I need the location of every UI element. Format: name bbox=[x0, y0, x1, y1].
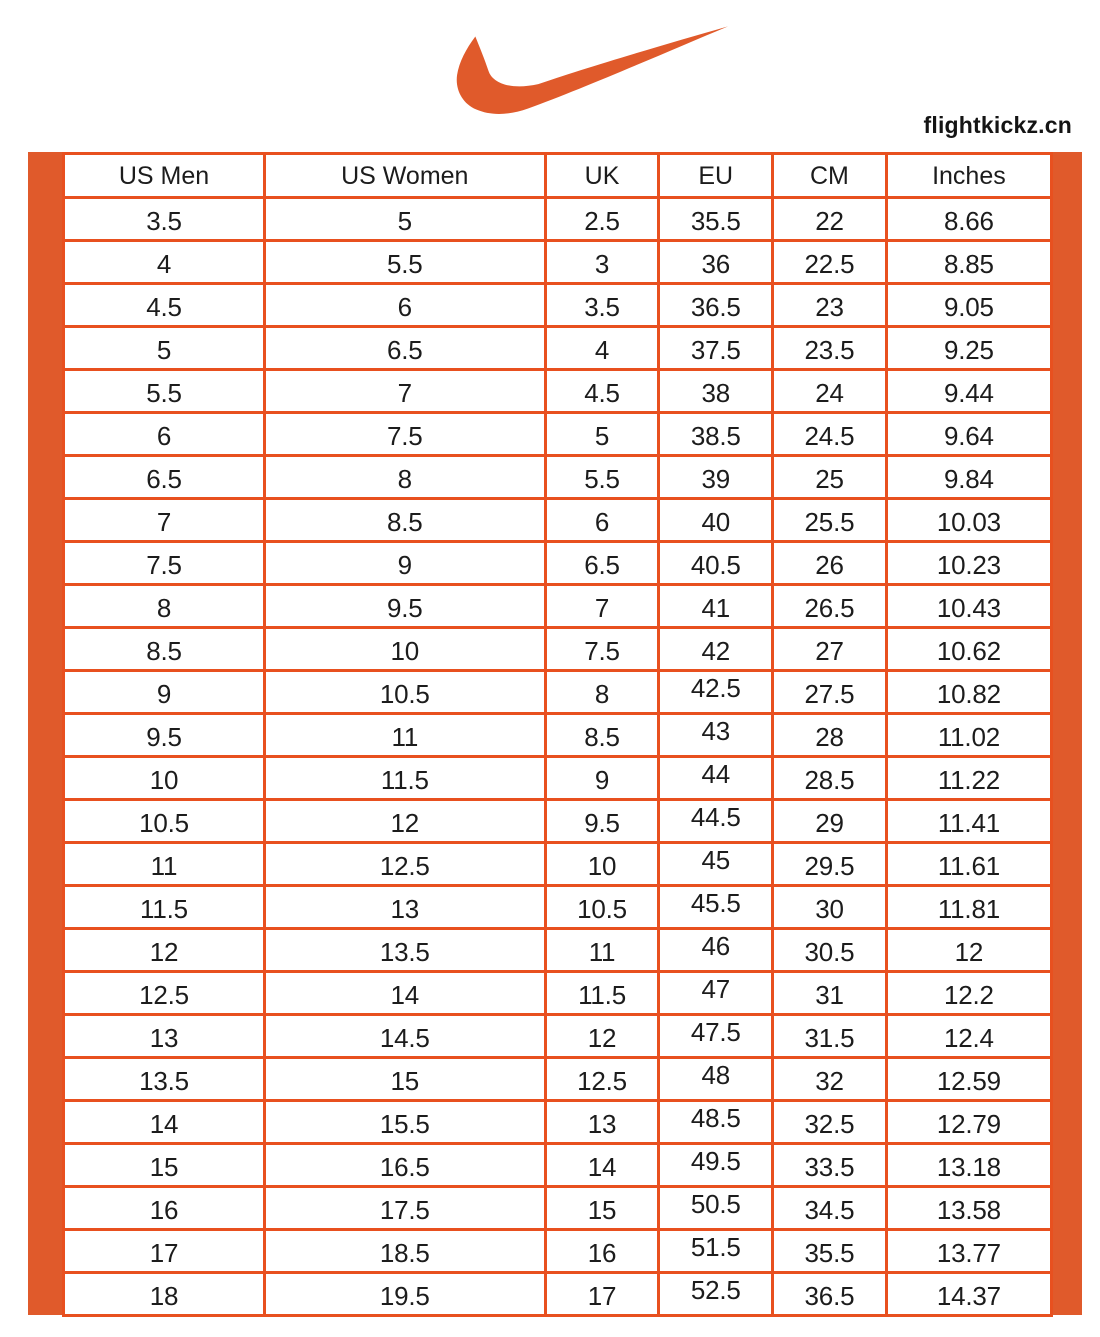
cell-us-women: 15.5 bbox=[264, 1101, 545, 1144]
cell-eu: 48.5 bbox=[659, 1101, 773, 1144]
cell-uk: 2.5 bbox=[545, 198, 659, 241]
cell-inches: 11.61 bbox=[886, 843, 1051, 886]
cell-us-men: 5.5 bbox=[64, 370, 265, 413]
cell-us-women: 10 bbox=[264, 628, 545, 671]
column-header-eu: EU bbox=[659, 154, 773, 198]
table-row bbox=[64, 198, 1052, 241]
cell-uk: 16 bbox=[545, 1230, 659, 1273]
cell-inches: 11.81 bbox=[886, 886, 1051, 929]
cell-uk: 10 bbox=[545, 843, 659, 886]
cell-inches: 12.2 bbox=[886, 972, 1051, 1015]
cell-us-men: 7.5 bbox=[64, 542, 265, 585]
cell-inches: 14.37 bbox=[886, 1273, 1051, 1316]
size-conversion-table bbox=[62, 152, 1053, 1317]
cell-inches: 13.18 bbox=[886, 1144, 1051, 1187]
left-accent-bar bbox=[28, 152, 62, 1315]
table-header bbox=[64, 154, 1052, 198]
cell-cm: 35.5 bbox=[773, 1230, 887, 1273]
cell-eu: 47 bbox=[659, 972, 773, 1015]
cell-us-men: 10.5 bbox=[64, 800, 265, 843]
cell-uk: 4.5 bbox=[545, 370, 659, 413]
cell-eu: 42.5 bbox=[659, 671, 773, 714]
cell-us-women: 14.5 bbox=[264, 1015, 545, 1058]
column-header-us-men: US Men bbox=[64, 154, 265, 198]
cell-eu: 38.5 bbox=[659, 413, 773, 456]
cell-inches: 9.44 bbox=[886, 370, 1051, 413]
cell-us-men: 13.5 bbox=[64, 1058, 265, 1101]
table-row bbox=[64, 499, 1052, 542]
cell-cm: 36.5 bbox=[773, 1273, 887, 1316]
table-row bbox=[64, 671, 1052, 714]
cell-us-men: 11.5 bbox=[64, 886, 265, 929]
cell-eu: 52.5 bbox=[659, 1273, 773, 1316]
cell-us-men: 4.5 bbox=[64, 284, 265, 327]
table-row bbox=[64, 843, 1052, 886]
cell-us-women: 17.5 bbox=[264, 1187, 545, 1230]
cell-eu: 39 bbox=[659, 456, 773, 499]
cell-uk: 6 bbox=[545, 499, 659, 542]
cell-us-women: 19.5 bbox=[264, 1273, 545, 1316]
cell-us-women: 7.5 bbox=[264, 413, 545, 456]
cell-inches: 13.77 bbox=[886, 1230, 1051, 1273]
table-row bbox=[64, 585, 1052, 628]
cell-uk: 4 bbox=[545, 327, 659, 370]
cell-cm: 24.5 bbox=[773, 413, 887, 456]
column-header-cm: CM bbox=[773, 154, 887, 198]
cell-uk: 8 bbox=[545, 671, 659, 714]
table-row bbox=[64, 1015, 1052, 1058]
cell-eu: 38 bbox=[659, 370, 773, 413]
cell-uk: 7.5 bbox=[545, 628, 659, 671]
table-row bbox=[64, 972, 1052, 1015]
cell-cm: 29 bbox=[773, 800, 887, 843]
cell-us-men: 4 bbox=[64, 241, 265, 284]
cell-inches: 9.84 bbox=[886, 456, 1051, 499]
cell-us-men: 6.5 bbox=[64, 456, 265, 499]
cell-us-women: 9.5 bbox=[264, 585, 545, 628]
cell-us-women: 12 bbox=[264, 800, 545, 843]
table-row bbox=[64, 1058, 1052, 1101]
cell-us-men: 15 bbox=[64, 1144, 265, 1187]
cell-uk: 3.5 bbox=[545, 284, 659, 327]
cell-us-men: 8 bbox=[64, 585, 265, 628]
cell-us-women: 15 bbox=[264, 1058, 545, 1101]
cell-cm: 24 bbox=[773, 370, 887, 413]
table-row bbox=[64, 456, 1052, 499]
cell-inches: 10.03 bbox=[886, 499, 1051, 542]
cell-uk: 12.5 bbox=[545, 1058, 659, 1101]
cell-uk: 5.5 bbox=[545, 456, 659, 499]
cell-us-women: 16.5 bbox=[264, 1144, 545, 1187]
cell-inches: 9.05 bbox=[886, 284, 1051, 327]
cell-cm: 27 bbox=[773, 628, 887, 671]
cell-us-men: 9 bbox=[64, 671, 265, 714]
cell-cm: 31.5 bbox=[773, 1015, 887, 1058]
cell-uk: 9.5 bbox=[545, 800, 659, 843]
cell-us-men: 16 bbox=[64, 1187, 265, 1230]
cell-eu: 43 bbox=[659, 714, 773, 757]
cell-uk: 3 bbox=[545, 241, 659, 284]
cell-uk: 12 bbox=[545, 1015, 659, 1058]
cell-uk: 10.5 bbox=[545, 886, 659, 929]
cell-uk: 15 bbox=[545, 1187, 659, 1230]
cell-cm: 26.5 bbox=[773, 585, 887, 628]
column-header-inches: Inches bbox=[886, 154, 1051, 198]
cell-us-women: 9 bbox=[264, 542, 545, 585]
cell-cm: 33.5 bbox=[773, 1144, 887, 1187]
cell-eu: 46 bbox=[659, 929, 773, 972]
table-row bbox=[64, 1187, 1052, 1230]
table-row bbox=[64, 1230, 1052, 1273]
cell-us-women: 5 bbox=[264, 198, 545, 241]
cell-cm: 31 bbox=[773, 972, 887, 1015]
table-row bbox=[64, 1101, 1052, 1144]
cell-inches: 12.59 bbox=[886, 1058, 1051, 1101]
cell-cm: 34.5 bbox=[773, 1187, 887, 1230]
cell-us-women: 13.5 bbox=[264, 929, 545, 972]
cell-eu: 51.5 bbox=[659, 1230, 773, 1273]
cell-us-men: 7 bbox=[64, 499, 265, 542]
cell-eu: 44 bbox=[659, 757, 773, 800]
cell-uk: 9 bbox=[545, 757, 659, 800]
cell-us-women: 8 bbox=[264, 456, 545, 499]
cell-uk: 13 bbox=[545, 1101, 659, 1144]
cell-cm: 27.5 bbox=[773, 671, 887, 714]
cell-us-men: 12 bbox=[64, 929, 265, 972]
cell-eu: 49.5 bbox=[659, 1144, 773, 1187]
cell-us-women: 18.5 bbox=[264, 1230, 545, 1273]
cell-eu: 40 bbox=[659, 499, 773, 542]
cell-inches: 11.41 bbox=[886, 800, 1051, 843]
cell-us-men: 13 bbox=[64, 1015, 265, 1058]
cell-eu: 35.5 bbox=[659, 198, 773, 241]
cell-cm: 28 bbox=[773, 714, 887, 757]
cell-us-men: 5 bbox=[64, 327, 265, 370]
cell-uk: 14 bbox=[545, 1144, 659, 1187]
cell-uk: 11 bbox=[545, 929, 659, 972]
table-row bbox=[64, 714, 1052, 757]
cell-us-women: 6.5 bbox=[264, 327, 545, 370]
cell-cm: 30.5 bbox=[773, 929, 887, 972]
cell-inches: 9.25 bbox=[886, 327, 1051, 370]
cell-us-men: 11 bbox=[64, 843, 265, 886]
table-row bbox=[64, 800, 1052, 843]
cell-eu: 40.5 bbox=[659, 542, 773, 585]
cell-cm: 23.5 bbox=[773, 327, 887, 370]
cell-us-women: 12.5 bbox=[264, 843, 545, 886]
cell-eu: 36 bbox=[659, 241, 773, 284]
header-row bbox=[64, 154, 1052, 198]
table-row bbox=[64, 628, 1052, 671]
cell-inches: 10.62 bbox=[886, 628, 1051, 671]
cell-inches: 10.82 bbox=[886, 671, 1051, 714]
table-band bbox=[28, 152, 1082, 1315]
nike-swoosh-icon bbox=[452, 26, 728, 118]
cell-eu: 37.5 bbox=[659, 327, 773, 370]
table-body bbox=[64, 198, 1052, 1316]
cell-us-men: 10 bbox=[64, 757, 265, 800]
cell-inches: 12.79 bbox=[886, 1101, 1051, 1144]
table-row bbox=[64, 886, 1052, 929]
cell-uk: 7 bbox=[545, 585, 659, 628]
cell-inches: 10.23 bbox=[886, 542, 1051, 585]
table-row bbox=[64, 413, 1052, 456]
table-row bbox=[64, 929, 1052, 972]
cell-us-women: 5.5 bbox=[264, 241, 545, 284]
cell-us-men: 14 bbox=[64, 1101, 265, 1144]
table-row bbox=[64, 757, 1052, 800]
cell-cm: 23 bbox=[773, 284, 887, 327]
right-accent-bar bbox=[1053, 152, 1082, 1315]
cell-uk: 6.5 bbox=[545, 542, 659, 585]
cell-inches: 8.66 bbox=[886, 198, 1051, 241]
cell-uk: 8.5 bbox=[545, 714, 659, 757]
cell-inches: 9.64 bbox=[886, 413, 1051, 456]
cell-eu: 50.5 bbox=[659, 1187, 773, 1230]
cell-eu: 47.5 bbox=[659, 1015, 773, 1058]
cell-eu: 36.5 bbox=[659, 284, 773, 327]
cell-us-men: 17 bbox=[64, 1230, 265, 1273]
cell-inches: 10.43 bbox=[886, 585, 1051, 628]
cell-inches: 8.85 bbox=[886, 241, 1051, 284]
table-row bbox=[64, 284, 1052, 327]
table-row bbox=[64, 1273, 1052, 1316]
cell-cm: 28.5 bbox=[773, 757, 887, 800]
cell-us-women: 6 bbox=[264, 284, 545, 327]
cell-inches: 12 bbox=[886, 929, 1051, 972]
table-row bbox=[64, 1144, 1052, 1187]
cell-cm: 30 bbox=[773, 886, 887, 929]
cell-us-women: 8.5 bbox=[264, 499, 545, 542]
cell-us-women: 7 bbox=[264, 370, 545, 413]
cell-cm: 25.5 bbox=[773, 499, 887, 542]
cell-us-women: 11 bbox=[264, 714, 545, 757]
cell-us-men: 6 bbox=[64, 413, 265, 456]
cell-inches: 11.22 bbox=[886, 757, 1051, 800]
cell-cm: 32.5 bbox=[773, 1101, 887, 1144]
table-row bbox=[64, 542, 1052, 585]
cell-eu: 42 bbox=[659, 628, 773, 671]
cell-us-men: 18 bbox=[64, 1273, 265, 1316]
cell-eu: 44.5 bbox=[659, 800, 773, 843]
cell-eu: 48 bbox=[659, 1058, 773, 1101]
cell-uk: 5 bbox=[545, 413, 659, 456]
cell-eu: 41 bbox=[659, 585, 773, 628]
cell-cm: 32 bbox=[773, 1058, 887, 1101]
cell-cm: 22.5 bbox=[773, 241, 887, 284]
cell-us-men: 9.5 bbox=[64, 714, 265, 757]
cell-inches: 11.02 bbox=[886, 714, 1051, 757]
cell-cm: 26 bbox=[773, 542, 887, 585]
site-name: flightkickz.cn bbox=[923, 112, 1072, 138]
table-row bbox=[64, 327, 1052, 370]
cell-us-men: 12.5 bbox=[64, 972, 265, 1015]
cell-us-men: 3.5 bbox=[64, 198, 265, 241]
cell-cm: 25 bbox=[773, 456, 887, 499]
cell-us-women: 13 bbox=[264, 886, 545, 929]
cell-uk: 17 bbox=[545, 1273, 659, 1316]
cell-eu: 45 bbox=[659, 843, 773, 886]
cell-cm: 29.5 bbox=[773, 843, 887, 886]
cell-cm: 22 bbox=[773, 198, 887, 241]
column-header-uk: UK bbox=[545, 154, 659, 198]
cell-uk: 11.5 bbox=[545, 972, 659, 1015]
cell-us-women: 14 bbox=[264, 972, 545, 1015]
cell-eu: 45.5 bbox=[659, 886, 773, 929]
cell-us-women: 11.5 bbox=[264, 757, 545, 800]
cell-us-women: 10.5 bbox=[264, 671, 545, 714]
cell-inches: 13.58 bbox=[886, 1187, 1051, 1230]
table-row bbox=[64, 241, 1052, 284]
cell-us-men: 8.5 bbox=[64, 628, 265, 671]
header bbox=[0, 0, 1100, 152]
cell-inches: 12.4 bbox=[886, 1015, 1051, 1058]
table-row bbox=[64, 370, 1052, 413]
column-header-us-women: US Women bbox=[264, 154, 545, 198]
